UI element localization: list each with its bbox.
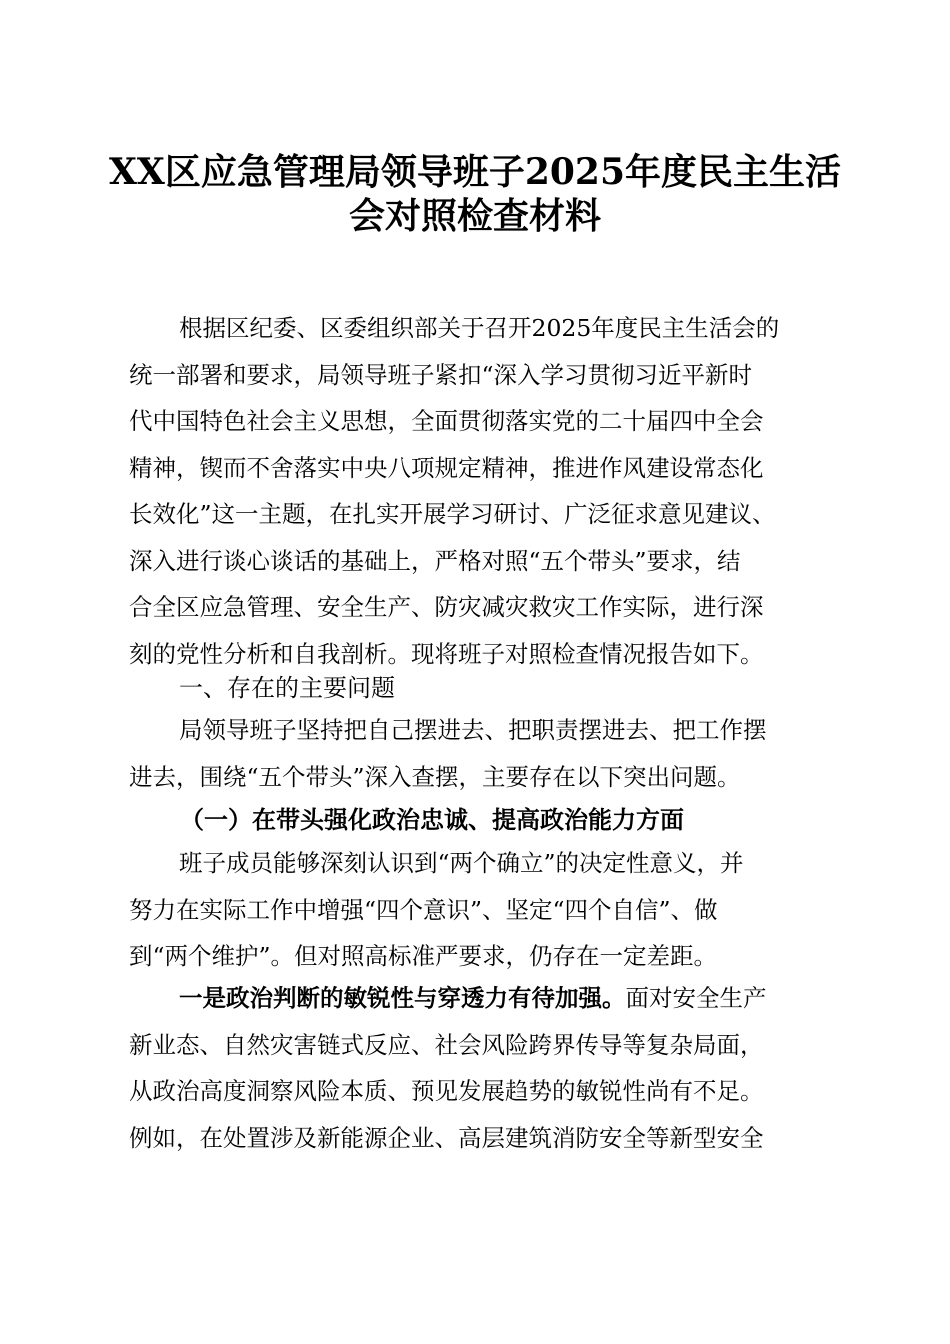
section-heading: 一、存在的主要问题 (179, 674, 395, 702)
title-text-1: XX区应急管理局领导班子2025年度民主生活 (108, 151, 842, 193)
section1-line: 进去，围绕“五个带头”深入查摆，主要存在以下突出问题。 (129, 762, 741, 791)
intro-line: 深入进行谈心谈话的基础上，严格对照“五个带头”要求，结 (129, 546, 741, 575)
point1-line: 例如，在处置涉及新能源企业、高层建筑消防安全等新型安全 (129, 1123, 764, 1152)
section1-line: 局领导班子坚持把自己摆进去、把职责摆进去、把工作摆 (179, 716, 767, 744)
document-title-line-2 (100, 194, 850, 238)
section1-paragraph (129, 707, 834, 800)
point1-paragraph (129, 975, 834, 1161)
intro-line: 根据区纪委、区委组织部关于召开2025年度民主生活会的 (179, 314, 780, 342)
point1-rest: 面对安全生产 (625, 984, 767, 1012)
subsection1-paragraph (129, 840, 834, 980)
intro-line: 精神，锲而不舍落实中央八项规定精神，推进作风建设常态化 (129, 453, 764, 482)
subsection1-line: 班子成员能够深刻认识到“两个确立”的决定性意义，并 (179, 849, 744, 877)
intro-line: 代中国特色社会主义思想，全面贯彻落实党的二十届四中全会 (129, 407, 764, 435)
point1-line: 新业态、自然灾害链式反应、社会风险跨界传导等复杂局面， (129, 1030, 764, 1059)
intro-line: 合全区应急管理、安全生产、防灾减灾救灾工作实际，进行深 (129, 593, 764, 621)
intro-line: 长效化”这一主题，在扎实开展学习研讨、广泛征求意见建议、 (129, 500, 776, 528)
subsection1-line: 到“两个维护”。但对照高标准严要求，仍存在一定差距。 (129, 942, 718, 970)
subsection-heading: （一）在带头强化政治忠诚、提高政治能力方面 (180, 806, 684, 834)
point1-bold-lead: 一是政治判断的敏锐性与穿透力有待加强。 (179, 984, 626, 1012)
intro-line: 统一部署和要求，局领导班子紧扣“深入学习贯彻习近平新时 (129, 360, 753, 389)
point1-line: 从政治高度洞察风险本质、预见发展趋势的敏锐性尚有不足。 (129, 1077, 764, 1105)
intro-paragraph (129, 305, 834, 677)
intro-line: 刻的党性分析和自我剖析。现将班子对照检查情况报告如下。 (129, 639, 764, 668)
point1-first-line (129, 975, 834, 1022)
document-title-line-1 (100, 150, 850, 194)
subsection1-line: 努力在实际工作中增强“四个意识”、坚定“四个自信”、做 (129, 895, 718, 924)
title-text-2: 会对照检查材料 (348, 195, 601, 237)
